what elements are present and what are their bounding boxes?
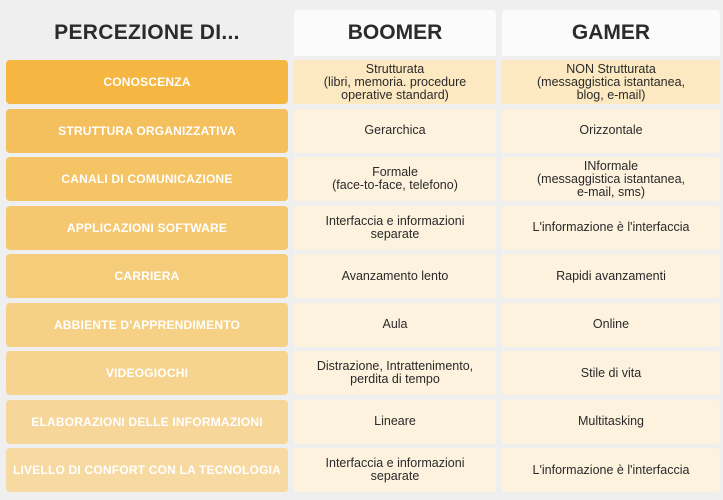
boomer-cell: Lineare bbox=[294, 400, 496, 444]
gamer-cell: Orizzontale bbox=[502, 109, 720, 153]
gamer-cell: L'informazione è l'interfaccia bbox=[502, 206, 720, 250]
boomer-cell: Formale (face-to-face, telefono) bbox=[294, 157, 496, 201]
table-row bbox=[6, 206, 720, 250]
table-row bbox=[6, 157, 720, 201]
table-row bbox=[6, 400, 720, 444]
row-label: CANALI DI COMUNICAZIONE bbox=[6, 157, 288, 201]
boomer-cell: Aula bbox=[294, 303, 496, 347]
row-label: CONOSCENZA bbox=[6, 60, 288, 104]
gamer-cell: Online bbox=[502, 303, 720, 347]
table-title: PERCEZIONE DI... bbox=[54, 21, 240, 44]
row-label: STRUTTURA ORGANIZZATIVA bbox=[6, 109, 288, 153]
boomer-cell: Interfaccia e informazioni separate bbox=[294, 448, 496, 492]
row-label: APPLICAZIONI SOFTWARE bbox=[6, 206, 288, 250]
boomer-cell: Distrazione, Intrattenimento, perdita di tempo bbox=[294, 351, 496, 395]
gamer-cell: Stile di vita bbox=[502, 351, 720, 395]
row-label: ABBIENTE D'APPRENDIMENTO bbox=[6, 303, 288, 347]
boomer-cell: Avanzamento lento bbox=[294, 254, 496, 298]
row-label: CARRIERA bbox=[6, 254, 288, 298]
gamer-cell: NON Strutturata (messaggistica istantanea, blog, e-mail) bbox=[502, 60, 720, 104]
boomer-cell: Gerarchica bbox=[294, 109, 496, 153]
gamer-cell: Multitasking bbox=[502, 400, 720, 444]
table-row bbox=[6, 448, 720, 492]
boomer-cell: Strutturata (libri, memoria. procedure operative standard) bbox=[294, 60, 496, 104]
column-header-gamer: GAMER bbox=[502, 10, 720, 56]
comparison-table bbox=[6, 10, 720, 497]
table-row bbox=[6, 351, 720, 395]
column-header-boomer: BOOMER bbox=[294, 10, 496, 56]
table-row bbox=[6, 109, 720, 153]
row-label: ELABORAZIONI DELLE INFORMAZIONI bbox=[6, 400, 288, 444]
table-header bbox=[6, 10, 720, 56]
table-row bbox=[6, 303, 720, 347]
table-row bbox=[6, 60, 720, 104]
gamer-cell: L'informazione è l'interfaccia bbox=[502, 448, 720, 492]
row-label: VIDEOGIOCHI bbox=[6, 351, 288, 395]
boomer-cell: Interfaccia e informazioni separate bbox=[294, 206, 496, 250]
gamer-cell: Rapidi avanzamenti bbox=[502, 254, 720, 298]
row-label: LIVELLO DI CONFORT CON LA TECNOLOGIA bbox=[6, 448, 288, 492]
gamer-cell: INformale (messaggistica istantanea, e-mail, sms) bbox=[502, 157, 720, 201]
table-row bbox=[6, 254, 720, 298]
